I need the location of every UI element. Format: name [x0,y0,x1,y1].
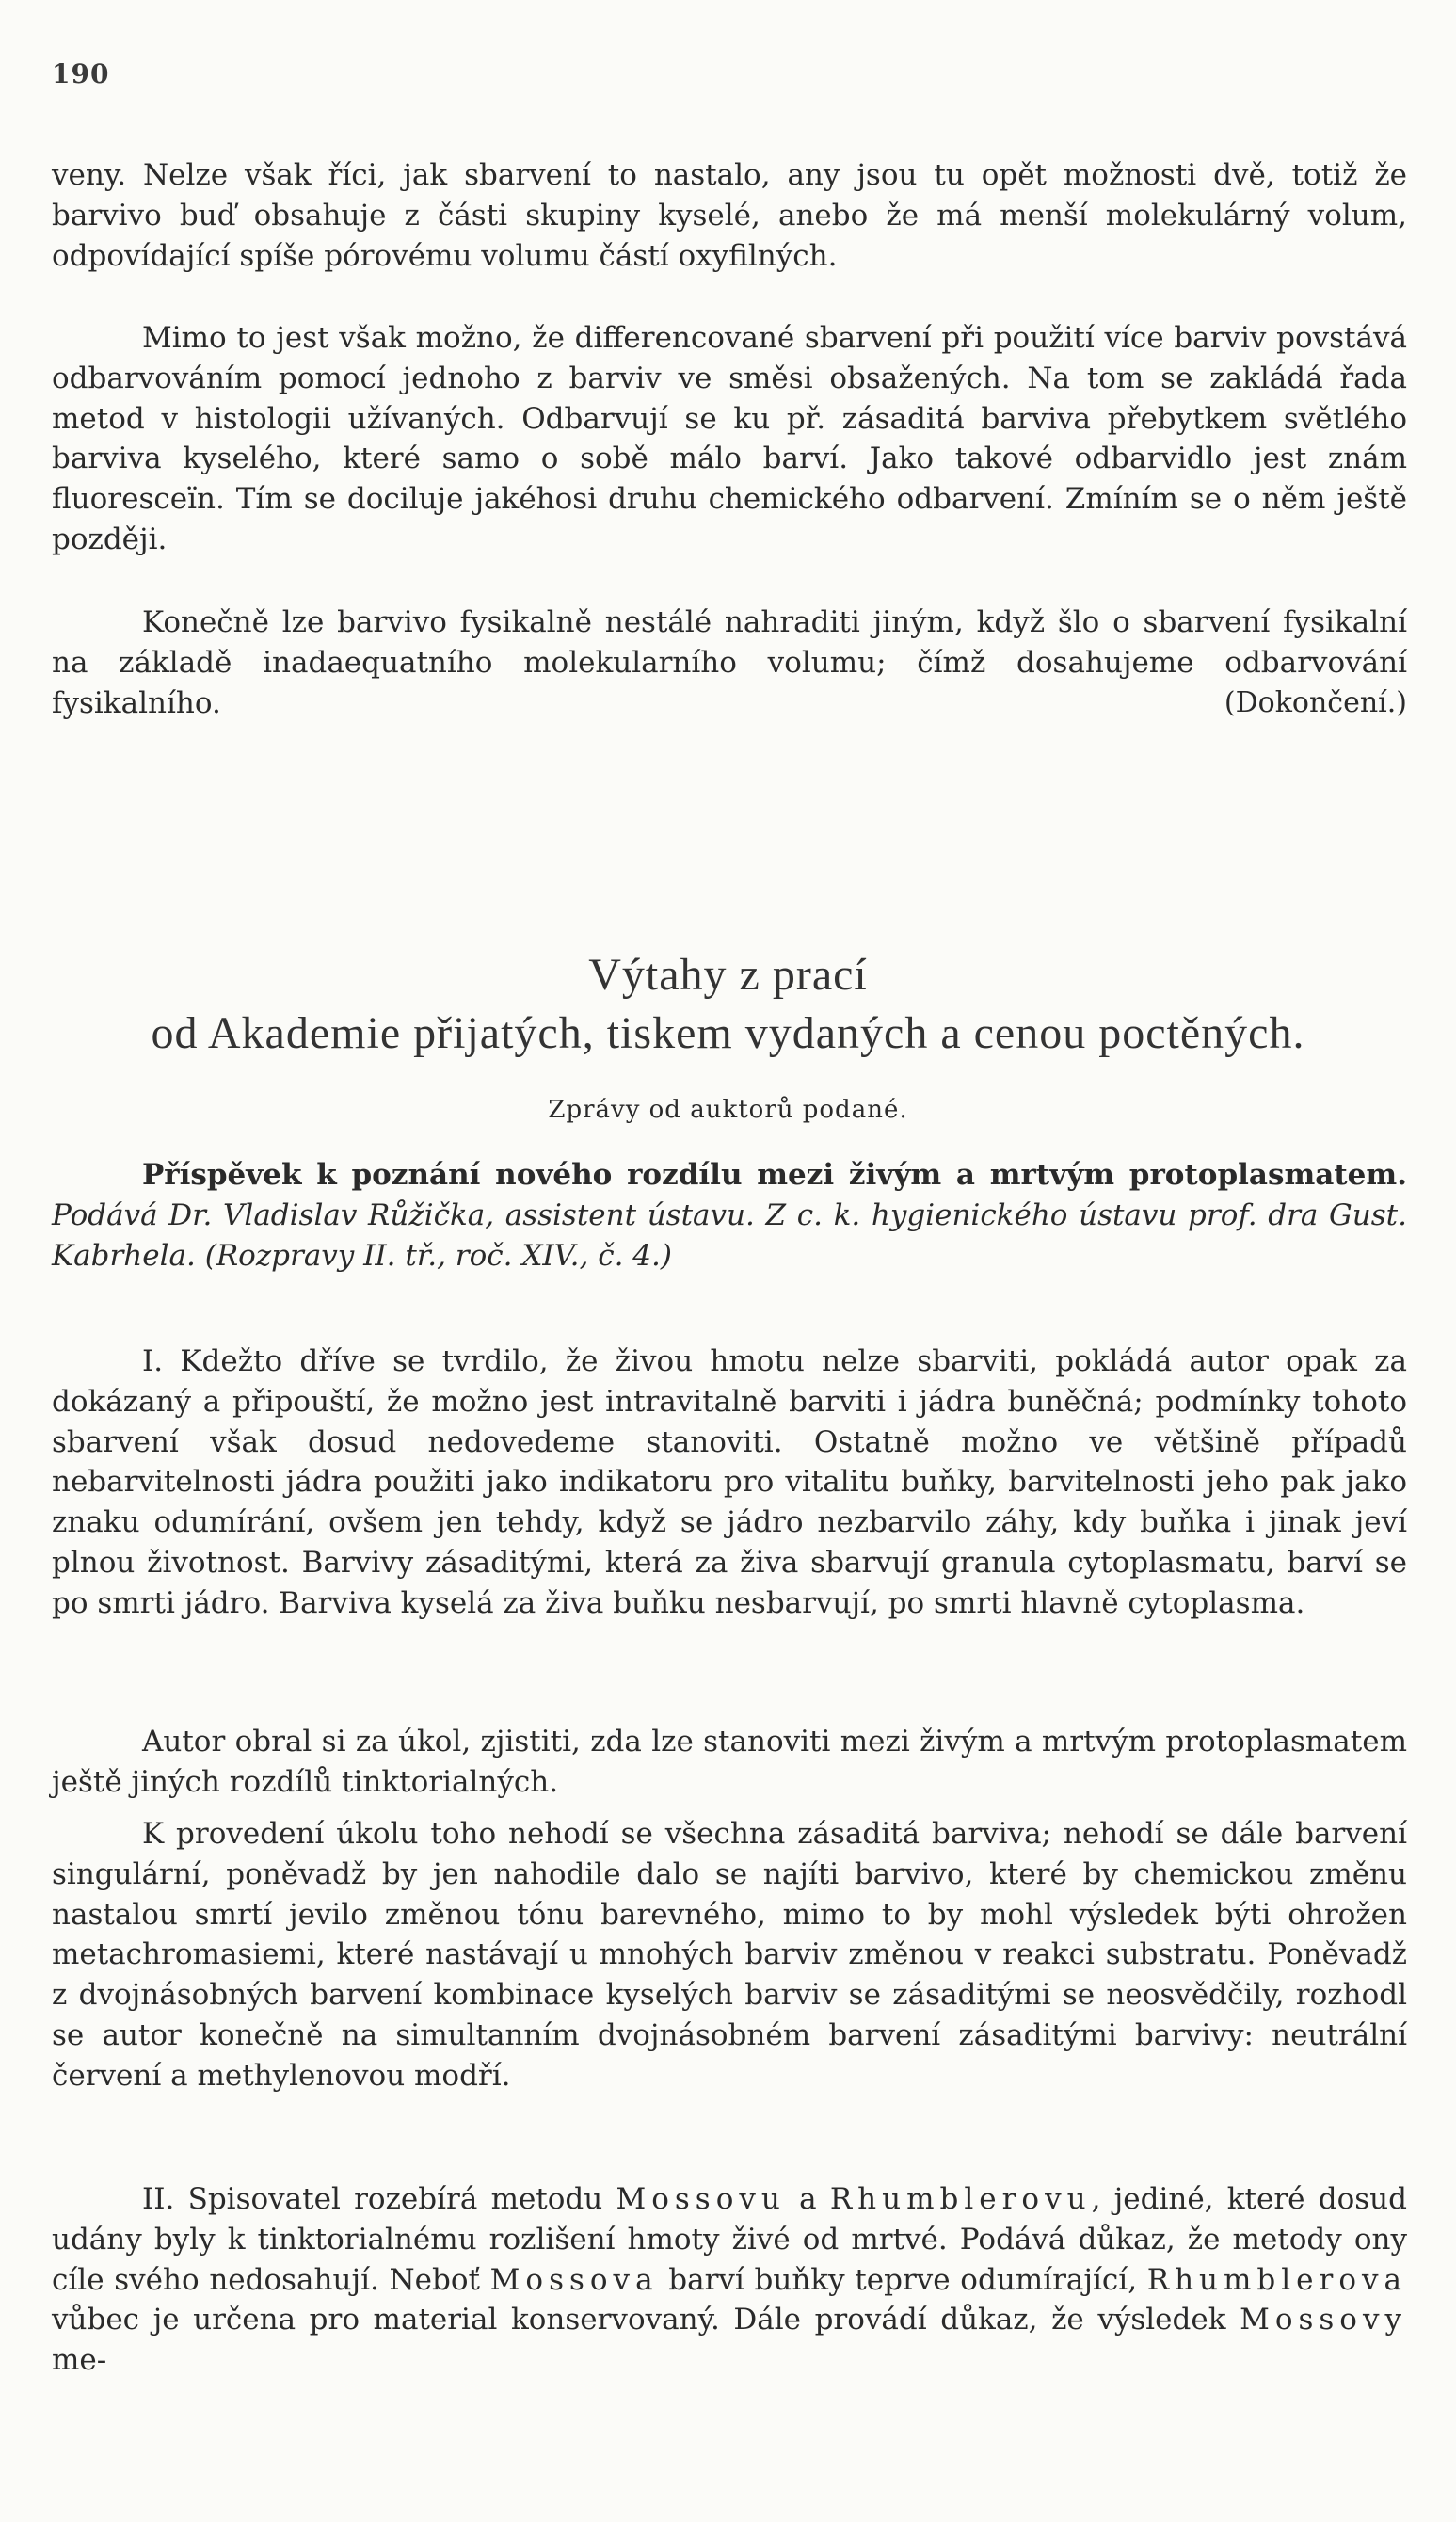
section-title-line1: Výtahy z prací [588,950,868,1000]
author-name-rhumbler: Rhumblerovu [829,2182,1092,2216]
paragraph-block [52,318,1407,560]
paragraph-method: K provedení úkolu toho nehodí se všechna zásaditá barviva; nehodí se dále barvení singulární, poněvadž by jen nahodile dalo se najíti barvivo, které by chemickou změnu nastalou smrtí jevilo změnou tónu barevného, mimo to by mohl výsledek býti ohrožen metachromasiemi, které nastávají u mnohých barviv změnou v reakci substratu. Poněvadž z dvojnásobných barvení kombinace kyselých barviv se zásaditými se neosvědčily, rozhodl se autor konečně na simultanním dvojnásobném barvení zásaditými barvivy: neutrální červení a methylenovou modří. [52,1817,1407,2093]
paragraph-block [52,1814,1407,2096]
paragraph-physical-text: Konečně lze barvivo fysikalně nestálé nahraditi jiným, když šlo o sbarvení fysikalní na základě inadaequatního molekularního volumu; čímž dosahujeme odbarvování fysikalního. [52,605,1407,720]
paragraph-section-II [52,2179,1407,2381]
paragraph-physical [52,602,1407,723]
section-title-line2: od Akademie přijatých, tiskem vydaných a cenou poctěných. [151,1008,1305,1058]
author-name-rhumbler: Rhumblerova [1146,2262,1407,2297]
paragraph-section-I: I. Kdežto dříve se tvrdilo, že živou hmotu nelze sbarviti, pokládá autor opak za dokázaný a připouští, že možno jest intravitalně barviti i jádra buněčná; podmínky tohoto sbarvení však dosud nedovedeme stanoviti. Ostatně možno ve většině případů nebarvitelnosti jádra použiti jako indikatoru pro vitalitu buňky, barvitelnosti jeho pak jako znaku odumírání, ovšem jen tehdy, když se jádro nezbarvilo záhy, kdy buňka i jinak jeví plnou životnost. Barvivy zásaditými, která za živa sbarvují granula cytoplasmatu, barví se po smrti jádro. Barviva kyselá za živa buňku nesbarvují, po smrti hlavně cytoplasma. [52,1344,1407,1620]
author-name-mosso: Mossova [489,2262,659,2297]
text-segment: II. Spisovatel rozebírá metodu [142,2182,616,2216]
to-be-continued-note: (Dokončení.) [1224,685,1407,719]
section-subtitle: Zprávy od auktorů podané. [548,1096,908,1124]
page-number: 190 [52,58,110,89]
text-segment: a [785,2182,830,2216]
text-segment: me- [52,2343,107,2378]
text-segment: vůbec je určena pro material konservovaný. Dále provádí důkaz, že výsledek [52,2303,1240,2337]
paragraph-aim: Autor obral si za úkol, zjistiti, zda lze stanoviti mezi živým a mrtvým protoplasmatem ještě jiných rozdílů tinktorialných. [52,1725,1407,1799]
paragraph-decolorization: Mimo to jest však možno, že differencované sbarvení při použití více barviv povstává odbarvováním pomocí jednoho z barviv ve směsi obsažených. Na tom se zakládá řada metod v histologii užívaných. Odbarvují se ku př. zásaditá barviva přebytkem světlého barviva kyselého, které samo o sobě málo barví. Jako takové odbarvidlo jest znám fluoresceïn. Tím se dociluje jakéhosi druhu chemického odbarvení. Zmíním se o něm ještě později. [52,321,1407,556]
article-header [52,1155,1407,1276]
paragraph-block [52,602,1407,723]
article-byline: Podává Dr. Vladislav Růžička, assistent ústavu. Z c. k. hygienického ústavu prof. dra Gust. Kabrhela. (Rozpravy II. tř., roč. XIV., č. 4.) [52,1197,1407,1273]
article-title: Příspěvek k poznání nového rozdílu mezi živým a mrtvým protoplasmatem. [142,1158,1407,1192]
paragraph-block [52,1722,1407,1803]
author-name-mosso: Mossovy [1240,2303,1407,2337]
continuation-paragraph: veny. Nelze však říci, jak sbarvení to nastalo, any jsou tu opět možnosti dvě, totiž že barvivo buď obsahuje z části skupiny kyselé, anebo že má menší molekulárný volum, odpovídající spíše pórovému volumu částí oxyfilných. [52,158,1407,273]
text-segment: , jediné, které dosud udány byly k tinktorialnému rozlišení hmoty živé od mrtvé. Podává důkaz, že metody ony cíle svého nedosahují. Neboť [52,2182,1407,2297]
paragraph-block [52,2179,1407,2381]
paragraph-block [52,1341,1407,1624]
author-name-mosso: Mossovu [616,2182,786,2216]
text-segment: barví buňky teprve odumírající, [658,2262,1147,2297]
article-heading [52,1155,1407,1276]
continuation-block [52,155,1407,276]
